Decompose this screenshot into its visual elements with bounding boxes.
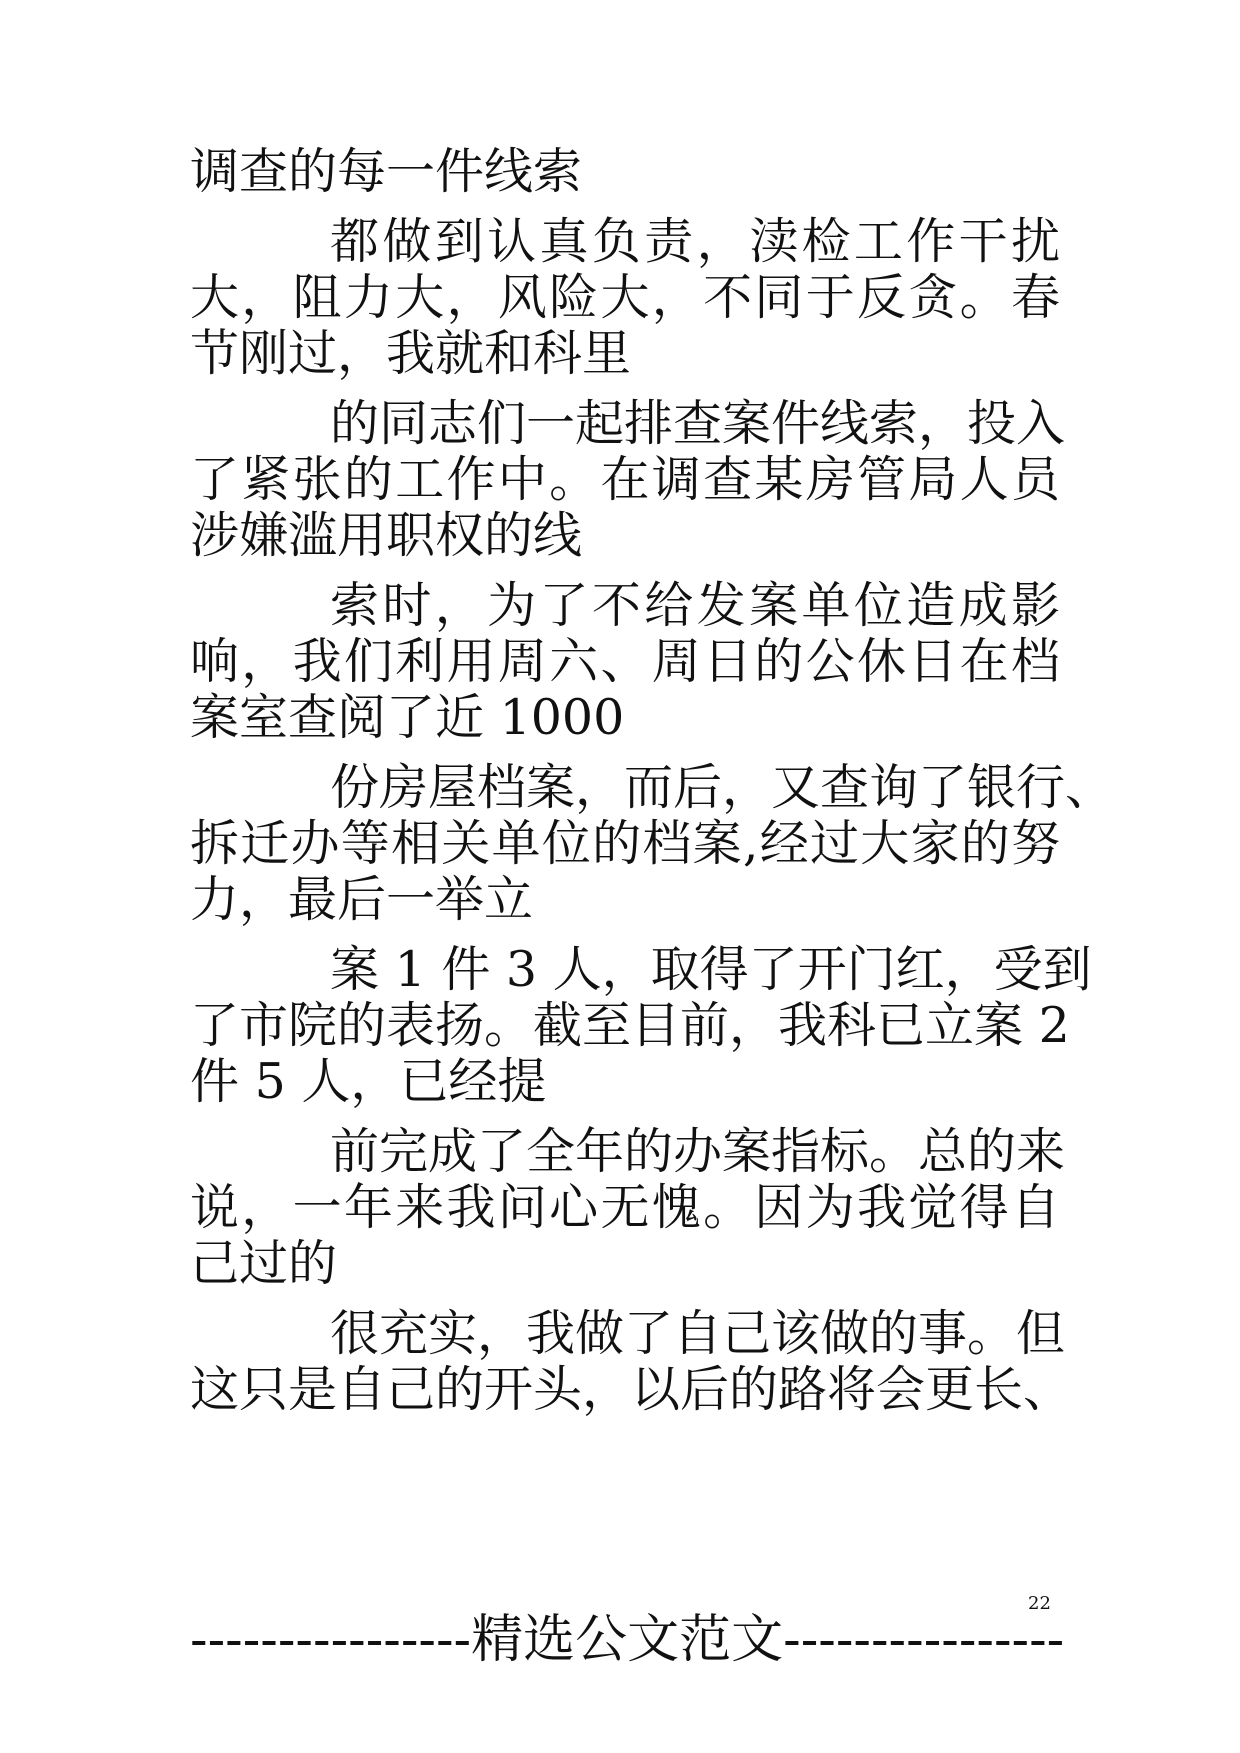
text-line: 案室查阅了近 1000 <box>190 689 625 746</box>
text-line: 的同志们一起排查案件线索，投入 <box>330 395 1066 452</box>
text-line: 前完成了全年的办案指标。总的来 <box>330 1123 1066 1180</box>
text-line: 索时，为了不给发案单位造成影 <box>330 577 1060 634</box>
text-line: 都做到认真负责，渎检工作干扰 <box>330 213 1060 270</box>
text-line: 这只是自己的开头，以后的路将会更长、 <box>190 1361 1073 1418</box>
text-line: 案 1 件 3 人，取得了开门红，受到 <box>330 941 1092 998</box>
text-line: 了紧张的工作中。在调查某房管局人员 <box>190 451 1060 508</box>
document-footer: ----------------精选公文范文---------------- <box>190 1610 1065 1670</box>
text-line: 响，我们利用周六、周日的公休日在档 <box>190 633 1060 690</box>
text-line: 节刚过，我就和科里 <box>190 325 632 382</box>
text-line: 件 5 人，已经提 <box>190 1053 547 1110</box>
text-line: 力，最后一举立 <box>190 871 534 928</box>
text-line: 份房屋档案，而后，又查询了银行、 <box>330 759 1115 816</box>
text-line: 涉嫌滥用职权的线 <box>190 507 583 564</box>
text-line: 说，一年来我问心无愧。因为我觉得自 <box>190 1179 1060 1236</box>
text-line: 调查的每一件线索 <box>190 143 583 200</box>
text-line: 很充实，我做了自己该做的事。但 <box>330 1305 1066 1362</box>
text-line: 己过的 <box>190 1235 338 1292</box>
text-line: 大，阻力大，风险大，不同于反贪。春 <box>190 269 1060 326</box>
text-line: 拆迁办等相关单位的档案,经过大家的努 <box>190 815 1060 872</box>
text-line: 了市院的表扬。截至目前，我科已立案 2 <box>190 997 1070 1054</box>
page-number: 22 <box>1028 1593 1051 1614</box>
